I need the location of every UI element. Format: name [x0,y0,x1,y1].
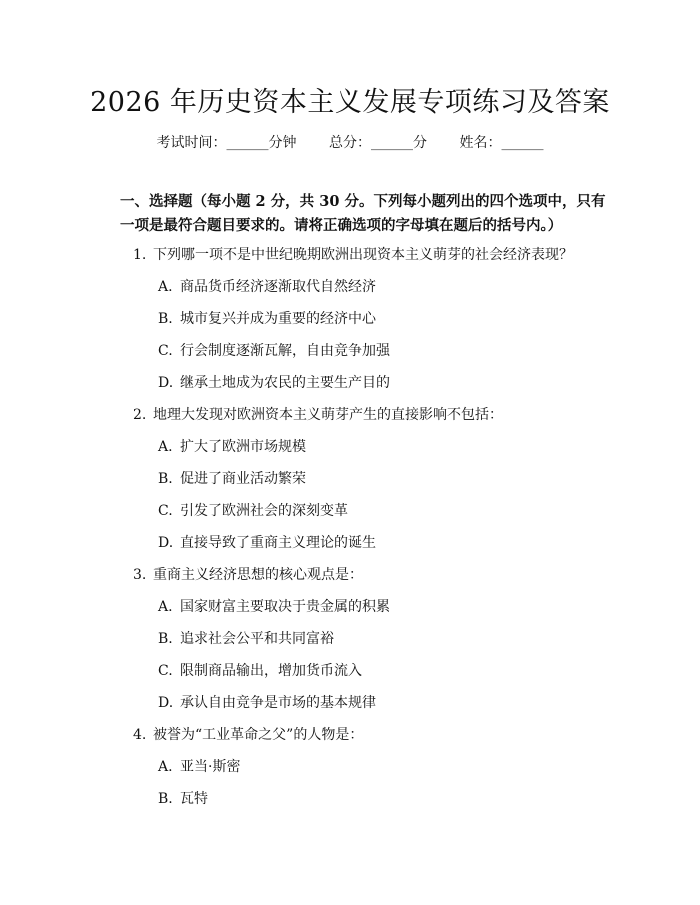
question-4 [133,724,363,744]
section-heading: 一、选择题（每小题 2 分，共 30 分。下列每小题列出的四个选项中，只有一项是最符合题目要求的。请将正确选项的字母填在题后的括号内。） [120,193,606,234]
option-3d [158,692,376,712]
question-1 [133,244,573,264]
option-text: 国家财富主要取决于贵金属的积累 [180,599,390,615]
option-text: 亚当·斯密 [180,759,241,775]
option-text: 限制商品输出，增加货币流入 [180,663,362,679]
option-letter: D. [158,375,174,391]
question-3 [133,564,363,584]
option-letter: A. [158,439,173,455]
option-1c [158,340,390,360]
option-2c [158,500,348,520]
question-text: 被誉为“工业革命之父”的人物是： [153,727,364,743]
option-2d [158,532,376,552]
option-text: 行会制度逐渐瓦解，自由竞争加强 [180,343,390,359]
option-letter: B. [158,631,173,647]
option-letter: C. [158,503,173,519]
option-text: 城市复兴并成为重要的经济中心 [180,311,376,327]
option-4a [158,756,240,776]
option-1d [158,372,390,392]
option-letter: B. [158,311,173,327]
option-text: 商品货币经济逐渐取代自然经济 [180,279,376,295]
option-4b [158,788,208,808]
option-2a [158,436,306,456]
option-text: 促进了商业活动繁荣 [180,471,306,487]
option-1a [158,276,376,296]
option-letter: B. [158,471,173,487]
question-text: 下列哪一项不是中世纪晚期欧洲出现资本主义萌芽的社会经济表现？ [153,247,573,263]
option-3c [158,660,362,680]
option-text: 继承土地成为农民的主要生产目的 [180,375,390,391]
option-3b [158,628,334,648]
question-number: 3. [133,567,147,583]
option-text: 追求社会公平和共同富裕 [180,631,334,647]
option-2b [158,468,306,488]
option-letter: A. [158,599,173,615]
option-text: 瓦特 [180,791,208,807]
option-letter: A. [158,759,173,775]
page-title: 2026 年历史资本主义发展专项练习及答案 [90,87,610,118]
total-score: 总分：______分 [329,135,427,151]
option-letter: C. [158,663,173,679]
question-text: 地理大发现对欧洲资本主义萌芽产生的直接影响不包括： [153,407,503,423]
option-letter: D. [158,695,174,711]
exam-time: 考试时间：______分钟 [156,135,297,151]
option-text: 引发了欧洲社会的深刻变革 [180,503,348,519]
option-text: 承认自由竞争是市场的基本规律 [180,695,376,711]
option-1b [158,308,376,328]
question-2 [133,404,503,424]
exam-meta [0,132,700,152]
option-letter: B. [158,791,173,807]
question-number: 1. [133,247,147,263]
option-text: 直接导致了重商主义理论的诞生 [180,535,376,551]
option-letter: A. [158,279,173,295]
question-text: 重商主义经济思想的核心观点是： [153,567,363,583]
option-3a [158,596,390,616]
option-letter: D. [158,535,174,551]
question-number: 2. [133,407,147,423]
option-text: 扩大了欧洲市场规模 [180,439,306,455]
student-name: 姓名：______ [459,135,544,151]
option-letter: C. [158,343,173,359]
question-number: 4. [133,727,147,743]
